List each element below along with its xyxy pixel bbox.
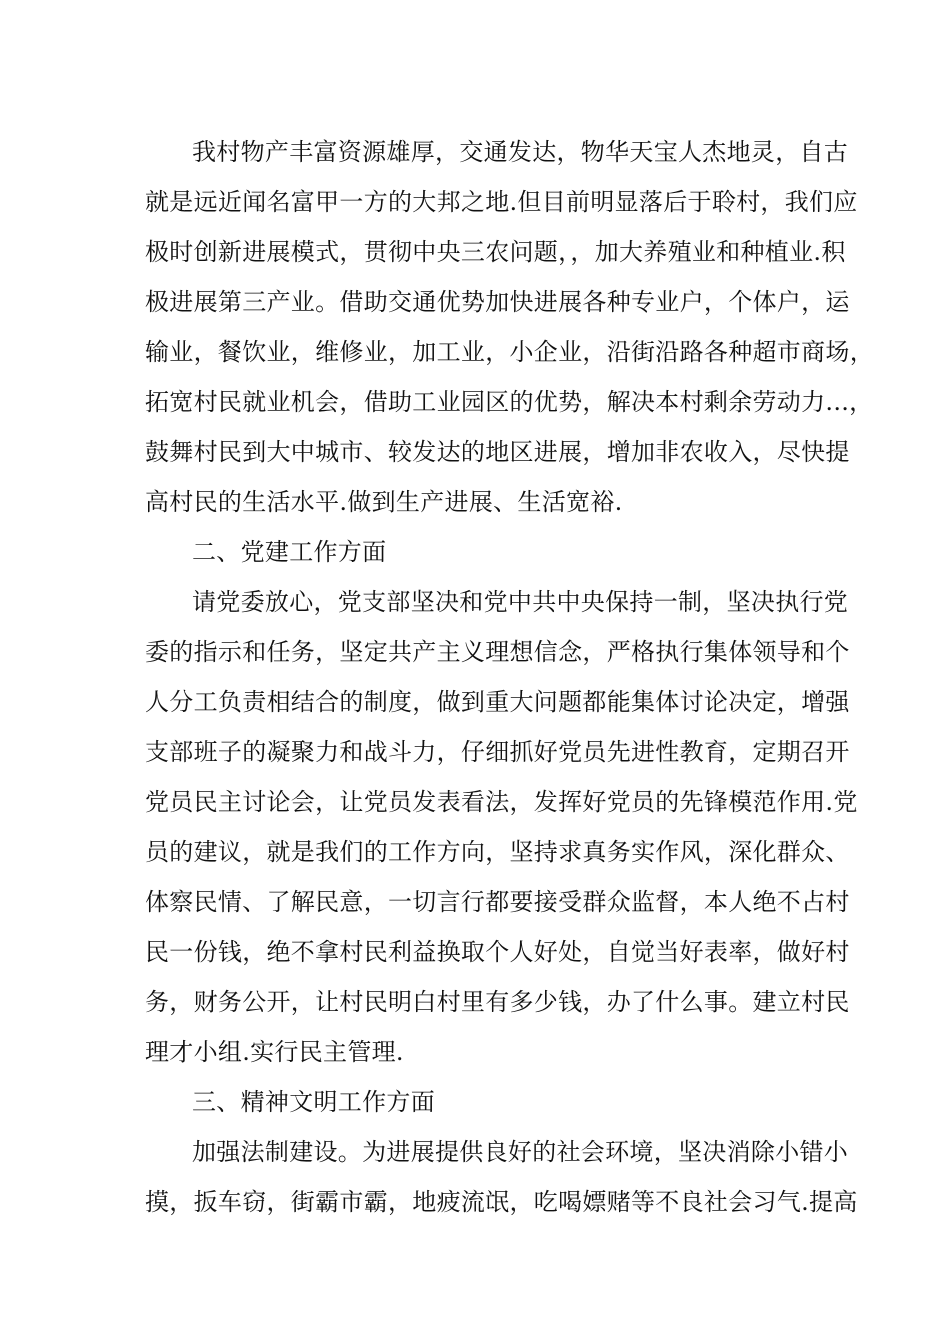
paragraph-1-line-3: 极时创新进展模式，贯彻中央三农问题，，加大养殖业和种植业.积 xyxy=(145,238,846,266)
paragraph-2-line-8: 民一份钱，绝不拿村民利益换取个人好处，自觉当好表率，做好村 xyxy=(145,938,850,966)
paragraph-2-line-1: 请党委放心，党支部坚决和党中共中央保持一制，坚决执行党 xyxy=(192,588,849,616)
paragraph-2-line-9: 务，财务公开，让村民明白村里有多少钱，办了什么事。建立村民 xyxy=(145,988,850,1016)
paragraph-2-line-6: 员的建议，就是我们的工作方向，坚持求真务实作风，深化群众、 xyxy=(145,838,850,866)
paragraph-3-line-2: 摸，扳车窃，街霸市霸，地疲流氓，吃喝嫖赌等不良社会习气.提高 xyxy=(145,1188,858,1216)
section-heading-party-building: 二、党建工作方面 xyxy=(192,538,387,566)
paragraph-2-line-2: 委的指示和任务，坚定共产主义理想信念，严格执行集体领导和个 xyxy=(145,638,850,666)
paragraph-2-line-3: 人分工负责相结合的制度，做到重大问题都能集体讨论决定，增强 xyxy=(145,688,850,716)
paragraph-1-line-7: 鼓舞村民到大中城市、较发达的地区进展，增加非农收入，尽快提 xyxy=(145,438,850,466)
paragraph-3-line-1: 加强法制建设。为进展提供良好的社会环境，坚决消除小错小 xyxy=(192,1138,849,1166)
paragraph-2-line-5: 党员民主讨论会，让党员发表看法，发挥好党员的先锋模范作用.党 xyxy=(145,788,858,816)
paragraph-1-line-1: 我村物产丰富资源雄厚，交通发达，物华天宝人杰地灵，自古 xyxy=(192,138,849,166)
paragraph-1-line-4: 极进展第三产业。借助交通优势加快进展各种专业户，个体户，运 xyxy=(145,288,850,316)
paragraph-2-line-10: 理才小组.实行民主管理. xyxy=(145,1038,404,1066)
section-heading-spiritual-civilization: 三、精神文明工作方面 xyxy=(192,1088,435,1116)
paragraph-1-line-8: 高村民的生活水平.做到生产进展、生活宽裕. xyxy=(145,488,623,516)
paragraph-2-line-7: 体察民情、了解民意，一切言行都要接受群众监督，本人绝不占村 xyxy=(145,888,850,916)
paragraph-1-line-5: 输业，餐饮业，维修业，加工业，小企业，沿街沿路各种超市商场， xyxy=(145,338,874,366)
paragraph-2-line-4: 支部班子的凝聚力和战斗力，仔细抓好党员先进性教育，定期召开 xyxy=(145,738,850,766)
paragraph-1-line-6: 拓宽村民就业机会，借助工业园区的优势，解决本村剩余劳动力...， xyxy=(145,388,874,416)
paragraph-1-line-2: 就是远近闻名富甲一方的大邦之地.但目前明显落后于聆村，我们应 xyxy=(145,188,858,216)
